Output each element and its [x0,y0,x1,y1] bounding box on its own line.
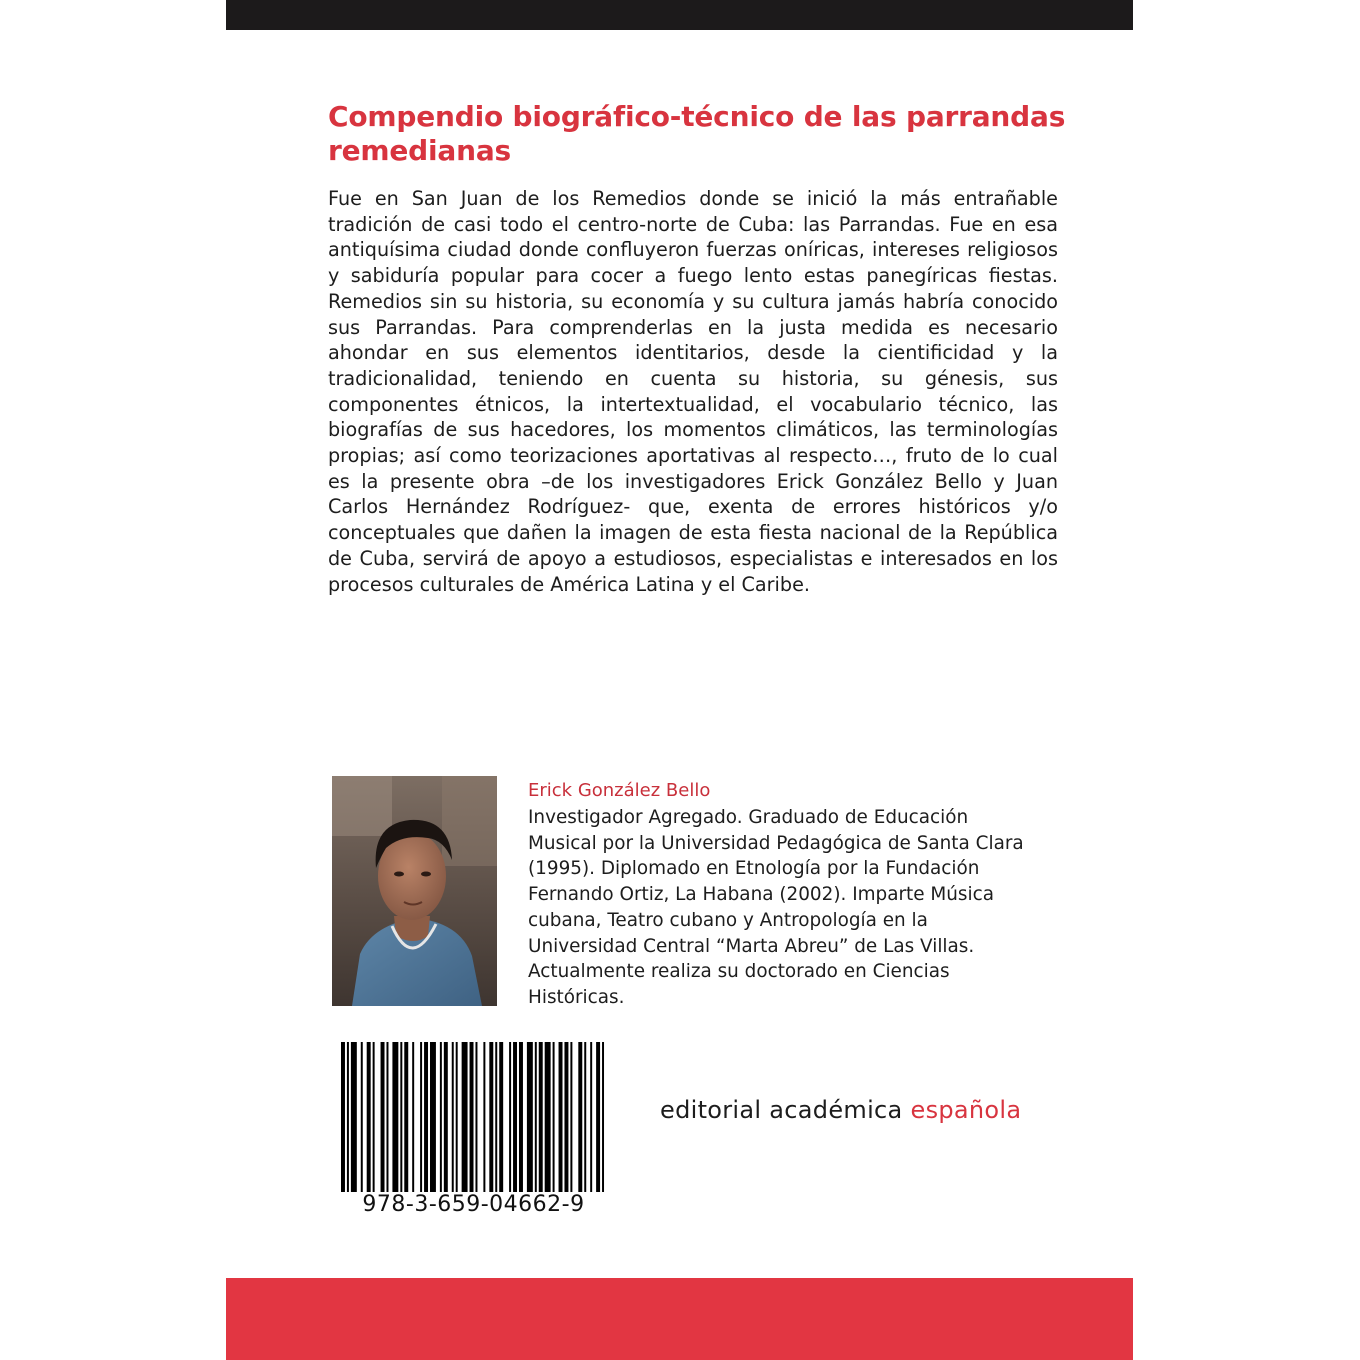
barcode-bar [519,1042,523,1192]
barcode-bar [535,1042,537,1192]
barcode-bar [420,1042,422,1192]
isbn-number: 978-3-659-04662-9 [362,1192,585,1217]
author-bio: Investigador Agregado. Graduado de Educación Musical por la Universidad Pedagógica de Santa Clara (1995). Diplomado en Etnología por la Fundación Fernando Ortiz, La Habana (2002). Imparte Música cubana, Teatro cubano y Antropología en la Universidad Central “Marta Abreu” de Las Villas. Actualmente realiza su doctorado en Ciencias Históricas. [528,807,1024,1008]
publisher-logo [660,1096,1021,1124]
publisher-name: editorial académica [660,1096,911,1124]
barcode-bar [456,1042,458,1192]
barcode-bar [444,1042,448,1192]
barcode-bar [499,1042,503,1192]
barcode-bar [351,1042,357,1192]
barcode-bar [400,1042,402,1192]
barcode-bar [584,1042,586,1192]
publisher-name-accent: española [910,1096,1022,1124]
author-name: Erick González Bello [528,780,711,801]
barcode-bar [602,1042,604,1192]
barcode-bar [483,1042,485,1192]
barcode-bar [341,1042,345,1192]
barcode-bar [452,1042,454,1192]
barcode-bar [440,1042,442,1192]
barcode-bar [559,1042,563,1192]
barcode-bar [367,1042,371,1192]
barcode-bar [513,1042,517,1192]
barcode-bar [553,1042,555,1192]
book-back-cover [226,0,1133,1360]
barcode-bar [373,1042,375,1192]
barcode-bar [489,1042,493,1192]
barcode-bar [590,1042,592,1192]
barcode-bar [430,1042,436,1192]
author-photo [332,776,497,1006]
barcode-bar [424,1042,428,1192]
barcode-bar [539,1042,543,1192]
barcode-bar [404,1042,408,1192]
barcode-bar [392,1042,398,1192]
bottom-color-band [226,1278,1133,1360]
barcode-bar [381,1042,385,1192]
barcode-bar [570,1042,572,1192]
book-blurb: Fue en San Juan de los Remedios donde se inició la más entrañable tradición de casi todo el centro-norte de Cuba: las Parrandas. Fue en esa antiquísima ciudad donde confluyeron fuerzas oníricas, intereses religiosos y sabiduría popular para cocer a fuego lento estas panegíricas fiestas. Remedios sin su historia, su economía y su cultura jamás habría conocido sus Parrandas. Para comprenderlas en la justa medida es necesario ahondar en sus elementos identitarios, desde la cientificidad y la tradicionalidad, teniendo en cuenta su historia, su génesis, sus componentes étnicos, la intertextualidad, el vocabulario técnico, las biografías de sus hacedores, los momentos climáticos, las terminologías propias; así como teorizaciones aportativas al respecto…, fruto de lo cual es la presente obra –de los investigadores Erick González Bello y Juan Carlos Hernández Rodríguez- que, exenta de errores históricos y/o conceptuales que dañen la imagen de esta fiesta nacional de la República de Cuba, servirá de apoyo a estudiosos, especialistas e interesados en los procesos culturales de América Latina y el Caribe. [328,187,1058,596]
barcode-bar [596,1042,600,1192]
barcode-bar [578,1042,582,1192]
barcode-bar [545,1042,551,1192]
barcode-bar [509,1042,511,1192]
top-color-band [226,0,1133,30]
barcode [341,1042,606,1192]
barcode-bar [470,1042,474,1192]
barcode-bar [347,1042,349,1192]
barcode-bar [386,1042,388,1192]
barcode-bar [495,1042,497,1192]
barcode-bar [564,1042,568,1192]
barcode-bar [475,1042,477,1192]
barcode-bar [527,1042,533,1192]
barcode-bar [462,1042,468,1192]
book-title: Compendio biográfico-técnico de las parrandas remedianas [328,100,1066,167]
barcode-bar [361,1042,363,1192]
barcode-bar [412,1042,414,1192]
